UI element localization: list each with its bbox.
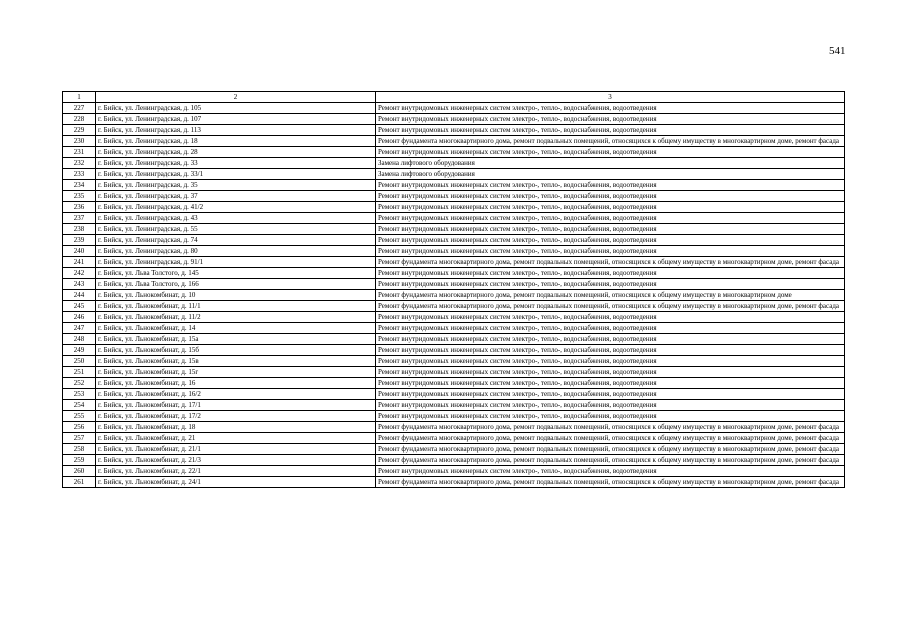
table-row bbox=[63, 235, 845, 246]
row-number: 227 bbox=[63, 103, 96, 114]
row-work-type: Ремонт внутридомовых инженерных систем электро-, тепло-, водоснабжения, водоотведения bbox=[376, 323, 845, 334]
row-number: 240 bbox=[63, 246, 96, 257]
row-work-type: Ремонт внутридомовых инженерных систем электро-, тепло-, водоснабжения, водоотведения bbox=[376, 279, 845, 290]
row-address: г. Бийск, ул. Льнокомбинат, д. 24/1 bbox=[96, 477, 376, 488]
table-row bbox=[63, 279, 845, 290]
table-row bbox=[63, 334, 845, 345]
row-work-type: Замена лифтового оборудования bbox=[376, 169, 845, 180]
row-number: 249 bbox=[63, 345, 96, 356]
column-header-address: 2 bbox=[96, 92, 376, 103]
table-row bbox=[63, 268, 845, 279]
table-row bbox=[63, 411, 845, 422]
row-number: 246 bbox=[63, 312, 96, 323]
row-address: г. Бийск, ул. Ленинградская, д. 80 bbox=[96, 246, 376, 257]
row-address: г. Бийск, ул. Льнокомбинат, д. 10 bbox=[96, 290, 376, 301]
row-address: г. Бийск, ул. Льнокомбинат, д. 15б bbox=[96, 345, 376, 356]
row-number: 257 bbox=[63, 433, 96, 444]
row-address: г. Бийск, ул. Льнокомбинат, д. 11/2 bbox=[96, 312, 376, 323]
housing-repair-table bbox=[62, 91, 845, 488]
table-row bbox=[63, 147, 845, 158]
page-number: 541 bbox=[829, 45, 846, 57]
row-work-type: Ремонт внутридомовых инженерных систем электро-, тепло-, водоснабжения, водоотведения bbox=[376, 345, 845, 356]
row-number: 252 bbox=[63, 378, 96, 389]
row-number: 239 bbox=[63, 235, 96, 246]
row-number: 261 bbox=[63, 477, 96, 488]
row-address: г. Бийск, ул. Ленинградская, д. 33 bbox=[96, 158, 376, 169]
row-work-type: Ремонт фундамента многоквартирного дома, ремонт подвальных помещений, относящихся к общему имуществу в многоквартирном доме, ремонт фасада bbox=[376, 455, 845, 466]
table-row bbox=[63, 378, 845, 389]
row-number: 238 bbox=[63, 224, 96, 235]
row-number: 251 bbox=[63, 367, 96, 378]
row-work-type: Ремонт внутридомовых инженерных систем электро-, тепло-, водоснабжения, водоотведения bbox=[376, 114, 845, 125]
row-address: г. Бийск, ул. Льнокомбинат, д. 21/1 bbox=[96, 444, 376, 455]
row-work-type: Ремонт фундамента многоквартирного дома, ремонт подвальных помещений, относящихся к общему имуществу в многоквартирном доме, ремонт фасада bbox=[376, 444, 845, 455]
row-work-type: Ремонт внутридомовых инженерных систем электро-, тепло-, водоснабжения, водоотведения bbox=[376, 180, 845, 191]
row-address: г. Бийск, ул. Льнокомбинат, д. 18 bbox=[96, 422, 376, 433]
row-address: г. Бийск, ул. Ленинградская, д. 37 bbox=[96, 191, 376, 202]
table-row bbox=[63, 158, 845, 169]
row-work-type: Ремонт фундамента многоквартирного дома, ремонт подвальных помещений, относящихся к общему имуществу в многоквартирном доме, ремонт фасада bbox=[376, 433, 845, 444]
row-work-type: Ремонт внутридомовых инженерных систем электро-, тепло-, водоснабжения, водоотведения bbox=[376, 202, 845, 213]
table-row bbox=[63, 180, 845, 191]
row-number: 231 bbox=[63, 147, 96, 158]
table-row bbox=[63, 202, 845, 213]
row-work-type: Ремонт фундамента многоквартирного дома, ремонт подвальных помещений, относящихся к общему имуществу в многоквартирном доме, ремонт фасада bbox=[376, 477, 845, 488]
row-address: г. Бийск, ул. Ленинградская, д. 107 bbox=[96, 114, 376, 125]
row-work-type: Ремонт фундамента многоквартирного дома, ремонт подвальных помещений, относящихся к общему имуществу в многоквартирном доме, ремонт фасада bbox=[376, 257, 845, 268]
row-number: 258 bbox=[63, 444, 96, 455]
row-address: г. Бийск, ул. Льнокомбинат, д. 22/1 bbox=[96, 466, 376, 477]
table-body bbox=[63, 92, 845, 488]
row-work-type: Ремонт внутридомовых инженерных систем электро-, тепло-, водоснабжения, водоотведения bbox=[376, 103, 845, 114]
row-work-type: Ремонт внутридомовых инженерных систем электро-, тепло-, водоснабжения, водоотведения bbox=[376, 235, 845, 246]
row-work-type: Ремонт внутридомовых инженерных систем электро-, тепло-, водоснабжения, водоотведения bbox=[376, 378, 845, 389]
row-address: г. Бийск, ул. Льнокомбинат, д. 16 bbox=[96, 378, 376, 389]
row-number: 244 bbox=[63, 290, 96, 301]
row-work-type: Ремонт внутридомовых инженерных систем электро-, тепло-, водоснабжения, водоотведения bbox=[376, 400, 845, 411]
row-address: г. Бийск, ул. Ленинградская, д. 74 bbox=[96, 235, 376, 246]
row-address: г. Бийск, ул. Льнокомбинат, д. 17/2 bbox=[96, 411, 376, 422]
row-number: 245 bbox=[63, 301, 96, 312]
row-address: г. Бийск, ул. Льнокомбинат, д. 15в bbox=[96, 356, 376, 367]
row-number: 247 bbox=[63, 323, 96, 334]
column-header-work-type: 3 bbox=[376, 92, 845, 103]
row-work-type: Ремонт внутридомовых инженерных систем электро-, тепло-, водоснабжения, водоотведения bbox=[376, 334, 845, 345]
table-row bbox=[63, 246, 845, 257]
table-row bbox=[63, 422, 845, 433]
row-work-type: Ремонт фундамента многоквартирного дома, ремонт подвальных помещений, относящихся к общему имуществу в многоквартирном доме bbox=[376, 290, 845, 301]
row-address: г. Бийск, ул. Льва Толстого, д. 166 bbox=[96, 279, 376, 290]
table-row bbox=[63, 345, 845, 356]
row-work-type: Ремонт внутридомовых инженерных систем электро-, тепло-, водоснабжения, водоотведения bbox=[376, 312, 845, 323]
row-address: г. Бийск, ул. Ленинградская, д. 35 bbox=[96, 180, 376, 191]
row-number: 256 bbox=[63, 422, 96, 433]
row-number: 234 bbox=[63, 180, 96, 191]
row-number: 235 bbox=[63, 191, 96, 202]
row-address: г. Бийск, ул. Ленинградская, д. 18 bbox=[96, 136, 376, 147]
row-work-type: Ремонт внутридомовых инженерных систем электро-, тепло-, водоснабжения, водоотведения bbox=[376, 356, 845, 367]
table-row bbox=[63, 136, 845, 147]
table-row bbox=[63, 433, 845, 444]
row-address: г. Бийск, ул. Льнокомбинат, д. 14 bbox=[96, 323, 376, 334]
row-number: 237 bbox=[63, 213, 96, 224]
table-row bbox=[63, 290, 845, 301]
row-address: г. Бийск, ул. Льва Толстого, д. 145 bbox=[96, 268, 376, 279]
row-work-type: Ремонт внутридомовых инженерных систем электро-, тепло-, водоснабжения, водоотведения bbox=[376, 411, 845, 422]
row-number: 260 bbox=[63, 466, 96, 477]
row-address: г. Бийск, ул. Льнокомбинат, д. 15а bbox=[96, 334, 376, 345]
row-address: г. Бийск, ул. Льнокомбинат, д. 15г bbox=[96, 367, 376, 378]
column-header-number: 1 bbox=[63, 92, 96, 103]
table-header-row bbox=[63, 92, 845, 103]
table-row bbox=[63, 114, 845, 125]
row-number: 241 bbox=[63, 257, 96, 268]
row-number: 228 bbox=[63, 114, 96, 125]
table-row bbox=[63, 213, 845, 224]
row-address: г. Бийск, ул. Ленинградская, д. 43 bbox=[96, 213, 376, 224]
table-row bbox=[63, 312, 845, 323]
row-number: 243 bbox=[63, 279, 96, 290]
table-row bbox=[63, 400, 845, 411]
row-work-type: Ремонт внутридомовых инженерных систем электро-, тепло-, водоснабжения, водоотведения bbox=[376, 466, 845, 477]
row-number: 253 bbox=[63, 389, 96, 400]
table-row bbox=[63, 323, 845, 334]
row-number: 230 bbox=[63, 136, 96, 147]
table-row bbox=[63, 257, 845, 268]
row-work-type: Ремонт фундамента многоквартирного дома, ремонт подвальных помещений, относящихся к общему имуществу в многоквартирном доме, ремонт фасада bbox=[376, 136, 845, 147]
table-row bbox=[63, 191, 845, 202]
row-address: г. Бийск, ул. Льнокомбинат, д. 11/1 bbox=[96, 301, 376, 312]
table-row bbox=[63, 125, 845, 136]
table-row bbox=[63, 169, 845, 180]
row-address: г. Бийск, ул. Ленинградская, д. 113 bbox=[96, 125, 376, 136]
row-address: г. Бийск, ул. Льнокомбинат, д. 17/1 bbox=[96, 400, 376, 411]
row-number: 236 bbox=[63, 202, 96, 213]
row-address: г. Бийск, ул. Льнокомбинат, д. 16/2 bbox=[96, 389, 376, 400]
table-row bbox=[63, 103, 845, 114]
row-number: 255 bbox=[63, 411, 96, 422]
row-address: г. Бийск, ул. Льнокомбинат, д. 21/3 bbox=[96, 455, 376, 466]
row-work-type: Ремонт внутридомовых инженерных систем электро-, тепло-, водоснабжения, водоотведения bbox=[376, 191, 845, 202]
row-number: 233 bbox=[63, 169, 96, 180]
row-work-type: Ремонт внутридомовых инженерных систем электро-, тепло-, водоснабжения, водоотведения bbox=[376, 367, 845, 378]
row-number: 232 bbox=[63, 158, 96, 169]
row-address: г. Бийск, ул. Ленинградская, д. 33/1 bbox=[96, 169, 376, 180]
row-number: 259 bbox=[63, 455, 96, 466]
row-work-type: Ремонт внутридомовых инженерных систем электро-, тепло-, водоснабжения, водоотведения bbox=[376, 147, 845, 158]
table-row bbox=[63, 477, 845, 488]
row-address: г. Бийск, ул. Ленинградская, д. 91/1 bbox=[96, 257, 376, 268]
row-number: 250 bbox=[63, 356, 96, 367]
row-address: г. Бийск, ул. Ленинградская, д. 55 bbox=[96, 224, 376, 235]
table-row bbox=[63, 444, 845, 455]
row-number: 254 bbox=[63, 400, 96, 411]
table-row bbox=[63, 301, 845, 312]
table-row bbox=[63, 356, 845, 367]
row-work-type: Замена лифтового оборудования bbox=[376, 158, 845, 169]
row-work-type: Ремонт внутридомовых инженерных систем электро-, тепло-, водоснабжения, водоотведения bbox=[376, 389, 845, 400]
row-number: 229 bbox=[63, 125, 96, 136]
row-address: г. Бийск, ул. Ленинградская, д. 41/2 bbox=[96, 202, 376, 213]
row-number: 242 bbox=[63, 268, 96, 279]
table-row bbox=[63, 367, 845, 378]
row-work-type: Ремонт внутридомовых инженерных систем электро-, тепло-, водоснабжения, водоотведения bbox=[376, 213, 845, 224]
row-work-type: Ремонт внутридомовых инженерных систем электро-, тепло-, водоснабжения, водоотведения bbox=[376, 268, 845, 279]
table-row bbox=[63, 224, 845, 235]
row-work-type: Ремонт фундамента многоквартирного дома, ремонт подвальных помещений, относящихся к общему имуществу в многоквартирном доме, ремонт фасада bbox=[376, 301, 845, 312]
row-number: 248 bbox=[63, 334, 96, 345]
row-work-type: Ремонт фундамента многоквартирного дома, ремонт подвальных помещений, относящихся к общему имуществу в многоквартирном доме, ремонт фасада bbox=[376, 422, 845, 433]
row-address: г. Бийск, ул. Льнокомбинат, д. 21 bbox=[96, 433, 376, 444]
row-address: г. Бийск, ул. Ленинградская, д. 28 bbox=[96, 147, 376, 158]
row-work-type: Ремонт внутридомовых инженерных систем электро-, тепло-, водоснабжения, водоотведения bbox=[376, 125, 845, 136]
table-row bbox=[63, 389, 845, 400]
table-row bbox=[63, 455, 845, 466]
row-work-type: Ремонт внутридомовых инженерных систем электро-, тепло-, водоснабжения, водоотведения bbox=[376, 246, 845, 257]
row-address: г. Бийск, ул. Ленинградская, д. 105 bbox=[96, 103, 376, 114]
table-row bbox=[63, 466, 845, 477]
row-work-type: Ремонт внутридомовых инженерных систем электро-, тепло-, водоснабжения, водоотведения bbox=[376, 224, 845, 235]
